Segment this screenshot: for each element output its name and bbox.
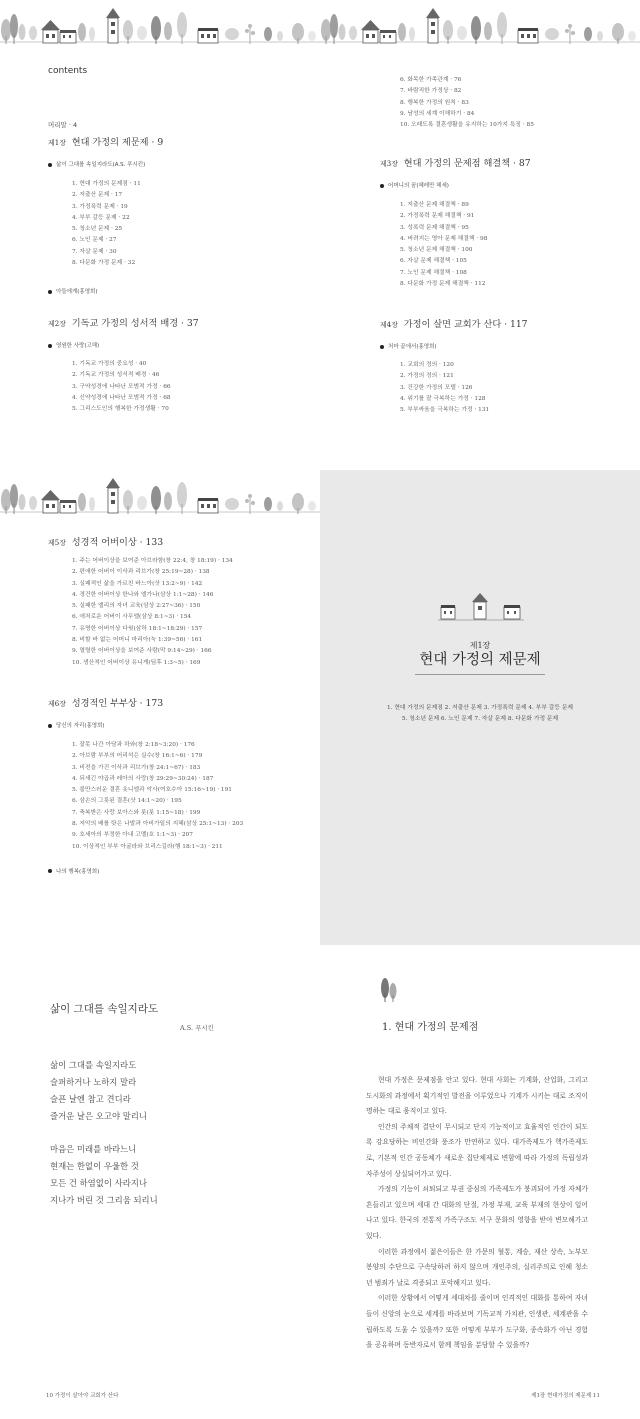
toc-item[interactable]: 5. 청소년 문제 · 25: [72, 226, 123, 233]
toc-item[interactable]: 9. 호세아의 부정한 아내 고멜(호 1:1~3) · 207: [72, 832, 193, 839]
bullet-icon: [48, 344, 52, 348]
body-paragraph: 가정의 기능이 쇠퇴되고 부권 중심의 가족제도가 붕괴되어 가정 자체가 흔들리고 있으며 세대 간 대화의 단절, 가정 부재, 교육 부재의 현상이 일어나고 있다. 한국의 전통적 가족구조도 서구 문화의 영향을 받아 변모해가고 있다.: [366, 1185, 588, 1240]
trail-text: 아들에게(홍영희): [56, 289, 98, 296]
toc-chapter-2[interactable]: [48, 315, 310, 415]
trail-text: 나의 행복(홍영희): [56, 868, 100, 875]
bullet-icon: [48, 163, 52, 167]
lead-text: 영원한 사랑(고해): [56, 343, 100, 349]
opener-summary: [320, 703, 640, 725]
preface-entry[interactable]: [48, 112, 310, 131]
poem-line: 모든 건 하염없이 사라지나: [50, 1178, 147, 1188]
toc-item[interactable]: 5. 부부싸움을 극복하는 가정 · 131: [400, 407, 490, 414]
poem-line: 즐거운 날은 오고야 말리니: [50, 1111, 147, 1121]
bullet-icon: [48, 290, 52, 294]
poem-title: [50, 997, 158, 1016]
toc-item[interactable]: 2. 아브람 부부의 어리석은 실수(창 16:1~6) · 179: [72, 753, 203, 760]
toc-item[interactable]: 1. 주는 어버이상을 보여준 아브라함(창 22:4, 창 18:19) · 134: [72, 558, 233, 564]
chapter-items: [48, 740, 310, 853]
title-rule: [415, 674, 545, 675]
toc-item[interactable]: 4. 되새긴 야곱과 레아의 사랑(창 29:29~30:24) · 187: [72, 775, 214, 782]
poem-line: 지나가 버린 것 그리움 되리니: [50, 1195, 158, 1205]
toc-item[interactable]: 8. 저악의 배를 탓은 나발과 아비가일의 지혜(삼상 25:1~13) · 203: [72, 821, 244, 828]
toc-item[interactable]: 6. 자살 문제 해결책 · 105: [400, 258, 467, 265]
lead-text: 어머니의 꿈(혜레만 헤세): [388, 183, 449, 189]
village-skyline-banner: [0, 470, 320, 518]
toc-item[interactable]: 9. 남성의 세계 이해하기 · 84: [400, 110, 475, 117]
village-skyline-banner: [320, 0, 640, 48]
chapter-items: [378, 75, 630, 131]
poem-line: 슬픈 날엔 참고 견디라: [50, 1094, 131, 1104]
chapter-items: [48, 359, 310, 415]
chapter-title: 기독교 가정의 성서적 배경 · 37: [71, 318, 199, 329]
toc-item[interactable]: 6. 애처로운 어버이 사무엘(삼상 8:1~3) · 154: [72, 614, 192, 621]
poem-author-text: A.S. 푸시킨: [180, 1024, 214, 1032]
toc-page-continued: [0, 470, 320, 945]
bullet-icon: [380, 184, 384, 188]
poem-page: [0, 945, 320, 1419]
toc-item[interactable]: 5. 실패한 엘리의 자녀 교육(삼상 2:27~36) · 150: [72, 603, 201, 610]
body-paragraph: 인간의 주체적 결단이 무시되고 단지 기능적이고 효율적인 인간이 되도록 강요당하는 비인간화 풍조가 만연하고 있다. 대가족제도가 핵가족제도로, 기본적 인간 공동체가 새로운 집단체제로 변함에 따라 가정의 독립성과 자주성이 상실되어가고 있다.: [366, 1122, 588, 1178]
toc-item[interactable]: 3. 가정폭력 문제 · 19: [72, 203, 128, 210]
body-paragraph: 현대 가정은 문제점을 안고 있다. 현대 사회는 기계화, 산업화, 그리고 도시화의 과정에서 획기적인 발전을 이루었으나 기계가 시키는 대로 조직이 명하는 대로 움직이고 있다.: [366, 1076, 588, 1116]
contents-heading: contents: [48, 66, 88, 76]
toc-item[interactable]: 1. 저출산 문제 해결책 · 89: [400, 202, 469, 208]
village-skyline-banner: [0, 0, 320, 48]
toc-item[interactable]: 4. 부부 갈등 문제 · 22: [72, 214, 130, 221]
toc-item[interactable]: 8. 비할 바 없는 어머니 마리아(눅 1:39~56) · 161: [72, 637, 203, 644]
chapter-number: 제2장: [48, 320, 66, 328]
chapter-items: [48, 179, 310, 269]
toc-item[interactable]: 10. 이상적인 부부 아굴라와 브리스길라(행 18:1~3) · 211: [72, 843, 223, 850]
toc-item[interactable]: 4. 버려지는 영아 문제 해결책 · 98: [400, 235, 488, 242]
toc-item[interactable]: 8. 다문화 가정 문제 해결책 · 112: [400, 281, 486, 288]
chapter-title: 가정이 살면 교회가 산다 · 117: [403, 319, 528, 330]
chapter-number: 제5장: [48, 539, 66, 547]
toc-chapter-6[interactable]: [48, 695, 310, 875]
opener-number-text: 제1장: [469, 641, 491, 650]
chapter-heading: [48, 534, 310, 548]
toc-item[interactable]: 3. 실패적인 삶을 가르친 바느아(삿 13:2~9) · 142: [72, 580, 203, 587]
toc-item[interactable]: 7. 바람직한 가정상 · 82: [400, 88, 462, 95]
poem-title-text: 삶이 그대를 속일지라도: [50, 1003, 159, 1015]
chapter-title: 현대 가정의 문제점 해결책 · 87: [403, 158, 531, 169]
chapter-trail-poem: [48, 287, 310, 295]
toc-item[interactable]: 7. 유명한 어버이상 다윗(삼하 18:1~18:29) · 157: [72, 625, 203, 632]
preface-text: 머리말 · 4: [48, 121, 78, 129]
chapter-heading: [48, 695, 310, 709]
body-paragraph: 이러한 상황에서 어떻게 세대차를 줄이며 인격적인 대화를 통하여 자녀들이 신앙의 눈으로 세계를 바라보며 기독교적 가치관, 인생관, 세계관을 수립하도록 도울 수 있을까? 또한 어떻게 부부가 도구화, 종속화가 아닌 경험을 공유하며 동반자로서 함께 책임을 분담할 수 있을까?: [366, 1294, 588, 1350]
lead-text: 당신의 자리(홍영희): [56, 723, 105, 729]
chapter-number: 제4장: [380, 321, 398, 329]
toc-item[interactable]: 7. 축복받은 사랑 보아스와 룻(룻 1:15~18) · 199: [72, 809, 201, 816]
poem-stanza-1: [50, 1057, 147, 1125]
lead-text: 처마 끝에서(홍영희): [388, 344, 437, 350]
toc-chapter-1[interactable]: [48, 134, 310, 295]
chapter-opener-page: [320, 470, 640, 945]
toc-item[interactable]: 1. 현대 가정의 문제점 · 11: [72, 181, 141, 187]
village-houses-icon: [438, 592, 524, 622]
bullet-icon: [48, 724, 52, 728]
toc-item[interactable]: 4. 경건한 어버이상 한나와 엘가나(삼상 1:1~28) · 146: [72, 591, 214, 598]
bullet-icon: [48, 869, 52, 873]
chapter-number: 제6장: [48, 700, 66, 708]
toc-item[interactable]: 1. 기독교 가정의 중요성 · 40: [72, 361, 147, 367]
toc-item[interactable]: 2. 저출산 문제 · 17: [72, 192, 123, 199]
toc-item[interactable]: 5. 불만스러운 결혼 옷니엘과 악사(여호수아 15:16~19) · 191: [72, 787, 232, 794]
chapter-heading: [48, 134, 310, 148]
article-page: [320, 945, 640, 1419]
tree-ornament-icon: [380, 977, 398, 1003]
toc-chapter-3[interactable]: [380, 155, 630, 290]
toc-item[interactable]: 1. 교회의 정의 · 120: [400, 362, 454, 368]
opener-title: 현대 가정의 제문제: [419, 652, 541, 668]
toc-item[interactable]: 10. 생산적인 어버이상 유니게(딤후 1:3~5) · 169: [72, 659, 201, 666]
chapter-items: [48, 556, 310, 669]
chapter-title: 현대 가정의 제문제 · 9: [71, 137, 164, 148]
chapter-title: 성경적 어버이상 · 133: [71, 537, 164, 548]
toc-item[interactable]: 6. 삼손의 그릇된 결혼(삿 14:1~20) · 195: [72, 798, 182, 805]
poem-line: 슬퍼하거나 노하지 말라: [50, 1077, 137, 1087]
toc-item[interactable]: 2. 가정폭력 문제 해결책 · 91: [400, 213, 475, 220]
chapter-lead-poem: [48, 721, 310, 729]
toc-item[interactable]: 7. 노인 문제 해결책 · 108: [400, 269, 467, 276]
toc-item[interactable]: 8. 다문화 가정 문제 · 32: [72, 260, 136, 267]
lead-text: 삶이 그대를 속일지라도(A.S. 푸시킨): [56, 162, 146, 168]
toc-item[interactable]: 8. 행복한 가정의 원칙 · 83: [400, 99, 469, 106]
chapter-number: 제3장: [380, 160, 398, 168]
chapter-trail-poem: [48, 867, 310, 875]
toc-item[interactable]: 5. 청소년 문제 해결책 · 100: [400, 247, 473, 254]
summary-line-2: 5. 청소년 문제 6. 노인 문제 7. 자살 문제 8. 다문화 가정 문제: [401, 716, 559, 722]
chapter-number: 제1장: [48, 139, 66, 147]
chapter-heading: [380, 155, 630, 169]
chapter-heading: [380, 316, 630, 330]
toc-item[interactable]: 7. 자살 문제 · 30: [72, 248, 117, 255]
toc-page-left: [0, 0, 320, 470]
poem-line: 마음은 미래를 바라느니: [50, 1144, 137, 1154]
opener-title-wrap: [320, 648, 640, 669]
toc-item[interactable]: 10. 오래도록 결혼생활을 유지하는 10가지 특징 · 85: [400, 122, 534, 129]
article-title: [382, 1015, 478, 1034]
toc-item[interactable]: 3. 구약성경에 나타난 모범적 가정 · 66: [72, 383, 171, 390]
toc-item[interactable]: 1. 잘못 나간 아담과 하와(창 2:18~3:20) · 176: [72, 742, 195, 748]
summary-line-1: 1. 현대 가정의 문제점 2. 저출산 문제 3. 가정폭력 문제 4. 부부 갈등 문제: [386, 705, 574, 711]
folio-left: 10 가정이 살아야 교회가 산다: [46, 1393, 119, 1399]
article-title-text: 1. 현대 가정의 문제점: [382, 1022, 479, 1033]
chapter-lead-poem: [380, 181, 630, 189]
toc-item[interactable]: 9. 열렬한 어버이상을 보여준 사람(막 9:14~29) · 166: [72, 648, 212, 655]
toc-item[interactable]: 4. 신약성경에 나타난 모범적 가정 · 68: [72, 394, 171, 401]
toc-item[interactable]: 3. 건강한 가정의 모델 · 126: [400, 384, 473, 391]
toc-page-right: [320, 0, 640, 470]
poem-line: 삶이 그대를 속일지라도: [50, 1060, 137, 1070]
toc-chapter-5[interactable]: [48, 534, 310, 669]
poem-stanza-2: [50, 1141, 158, 1209]
chapter-lead-poem: [48, 341, 310, 349]
chapter-lead-poem: [48, 160, 310, 168]
poem-author: [180, 1015, 214, 1034]
article-body: [366, 1073, 588, 1354]
chapter-lead-poem: [380, 342, 630, 350]
body-paragraph: 이러한 과정에서 젊은이들은 한 가문의 혈통, 계승, 재산 상속, 노부모 봉양의 수단으로 구속당하려 하지 않으며 개인주의, 실리주의로 인해 청소년 범죄가 날로 격증되고 포악해지고 있다.: [366, 1247, 588, 1287]
folio-right: 제1장 현대가정의 제문제 11: [531, 1393, 600, 1399]
toc-chapter-2-continued[interactable]: [378, 75, 630, 131]
toc-item[interactable]: 4. 위기를 잘 극복하는 가정 · 128: [400, 395, 486, 402]
chapter-heading: [48, 315, 310, 329]
chapter-items: [380, 200, 630, 290]
chapter-items: [380, 360, 630, 416]
chapter-title: 성경적인 부부상 · 173: [71, 698, 164, 709]
toc-item[interactable]: 6. 화목한 가족관계 · 76: [400, 77, 462, 83]
toc-item[interactable]: 6. 노인 문제 · 27: [72, 237, 117, 244]
toc-item[interactable]: 3. 비전을 가진 이삭과 리브가(창 24:1~67) · 183: [72, 764, 201, 771]
bullet-icon: [380, 345, 384, 349]
poem-line: 현재는 한없이 우울한 것: [50, 1161, 139, 1171]
toc-item[interactable]: 2. 기독교 가정의 성서적 배경 · 46: [72, 372, 160, 379]
toc-item[interactable]: 5. 그리스도인의 행복한 가정생활 · 70: [72, 406, 169, 413]
toc-item[interactable]: 2. 가정의 정의 · 121: [400, 373, 454, 380]
toc-item[interactable]: 3. 성폭력 문제 해결책 · 95: [400, 224, 469, 231]
toc-item[interactable]: 2. 편애한 어버이 이삭과 리브가(창 25:19~28) · 138: [72, 569, 210, 576]
toc-chapter-4[interactable]: [380, 316, 630, 416]
